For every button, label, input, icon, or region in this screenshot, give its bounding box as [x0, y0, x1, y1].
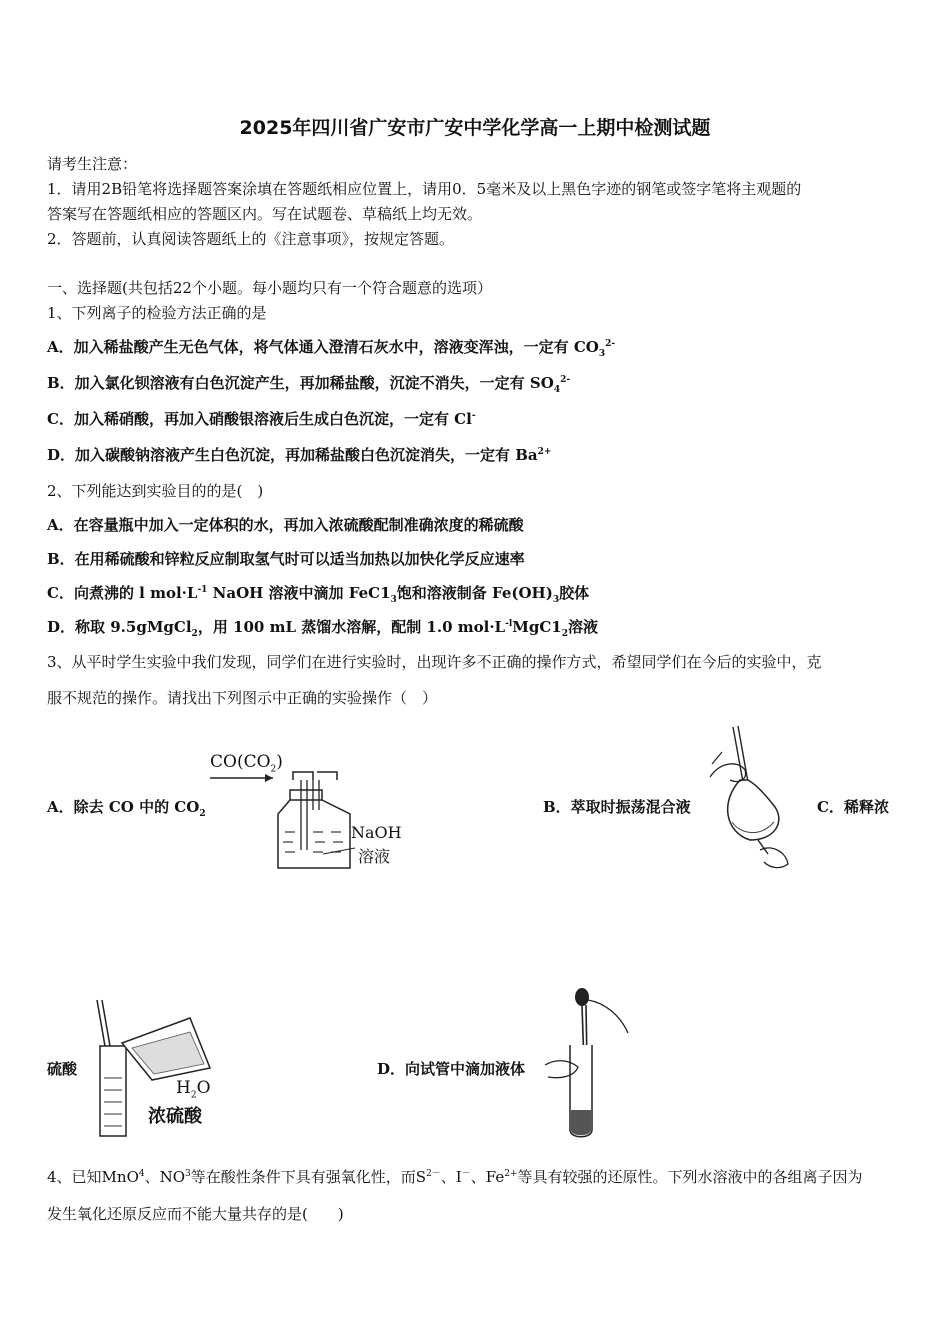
- q3-option-c-label: C．稀释浓: [817, 798, 889, 816]
- dropper-test-tube-figure: [540, 985, 635, 1145]
- page-title: 2025年四川省广安市广安中学化学高一上期中检测试题: [239, 117, 711, 139]
- section-heading: 一、选择题(共包括22个小题。每小题均只有一个符合题意的选项）: [47, 279, 492, 297]
- q3-option-d-label: D．向试管中滴加液体: [377, 1060, 526, 1078]
- q3-option-c-label-cont: 硫酸: [47, 1060, 78, 1078]
- q1-stem: 1、下列离子的检验方法正确的是: [47, 304, 267, 322]
- q3-option-a-label: A．除去 CO 中的 $CO_2$: [47, 798, 206, 819]
- q1-option-b: B．加入氯化钡溶液有白色沉淀产生，再加稀盐酸，沉淀不消失，一定有 $SO_4^{2-}$: [47, 374, 571, 395]
- q3-fig-a-inlet-label: $CO(CO_2)$: [210, 752, 283, 775]
- q2-option-a: A．在容量瓶中加入一定体积的水，再加入浓硫酸配制准确浓度的稀硫酸: [47, 516, 524, 534]
- q4-stem-a: 4、已知MnO$^4$、$NO^3$等在酸性条件下具有强氧化性，而$S^{2-}$、I－、$Fe^{2+}$等具有较强的还原性。下列水溶液中的各组离子因为: [47, 1168, 863, 1186]
- q3-stem-b: 服不规范的操作。请找出下列图示中正确的实验操作（ ）: [47, 689, 438, 707]
- notice-item-2: 2．答题前，认真阅读答题纸上的《注意事项》，按规定答题。: [47, 230, 455, 248]
- q3-fig-a-solution: 溶液: [358, 847, 391, 866]
- q1-option-d: D．加入碳酸钠溶液产生白色沉淀，再加稀盐酸白色沉淀消失，一定有 $Ba^{2+}$: [47, 446, 552, 464]
- q2-option-b: B．在用稀硫酸和锌粒反应制取氢气时可以适当加热以加快化学反应速率: [47, 550, 525, 568]
- q3-fig-c-acid: 浓硫酸: [148, 1106, 202, 1127]
- q3-option-b-label: B．萃取时振荡混合液: [543, 798, 691, 816]
- q1-option-c: C．加入稀硝酸，再加入硝酸银溶液后生成白色沉淀，一定有 Cl-: [47, 410, 476, 428]
- q1-option-a: A．加入稀盐酸产生无色气体，将气体通入澄清石灰水中，溶液变浑浊，一定有 $CO_3^{2-}$: [47, 338, 616, 359]
- q2-stem: 2、下列能达到实验目的的是( ): [47, 482, 264, 500]
- q3-fig-c-water: $H_2O$: [176, 1078, 211, 1101]
- q3-stem-a: 3、从平时学生实验中我们发现，同学们在进行实验时，出现许多不正确的操作方式，希望同学们在今后的实验中，克: [47, 653, 822, 671]
- q2-option-c: C．向煮沸的 l $mol\cdot L^{-1}$ NaOH 溶液中滴加 $FeC1_3$饱和溶液制备 $Fe(OH)_3$胶体: [47, 584, 590, 605]
- separatory-funnel-figure: [700, 722, 800, 874]
- notice-heading: 请考生注意：: [47, 155, 138, 173]
- q2-option-d: D．称取 9.5gMgCl$_2$，用 100 mL 蒸馏水溶解，配制 1.0 $mol\cdot L^{-l}MgC1_2$溶液: [47, 618, 599, 639]
- q3-fig-a-naoh: NaOH: [351, 823, 402, 842]
- q4-stem-b: 发生氧化还原反应而不能大量共存的是( ): [47, 1205, 344, 1223]
- notice-item-1b: 答案写在答题纸相应的答题区内。写在试题卷、草稿纸上均无效。: [47, 205, 483, 223]
- notice-item-1a: 1．请用2B铅笔将选择题答案涂填在答题纸相应位置上，请用0．5毫米及以上黑色字迹的钢笔或签字笔将主观题的: [47, 180, 802, 198]
